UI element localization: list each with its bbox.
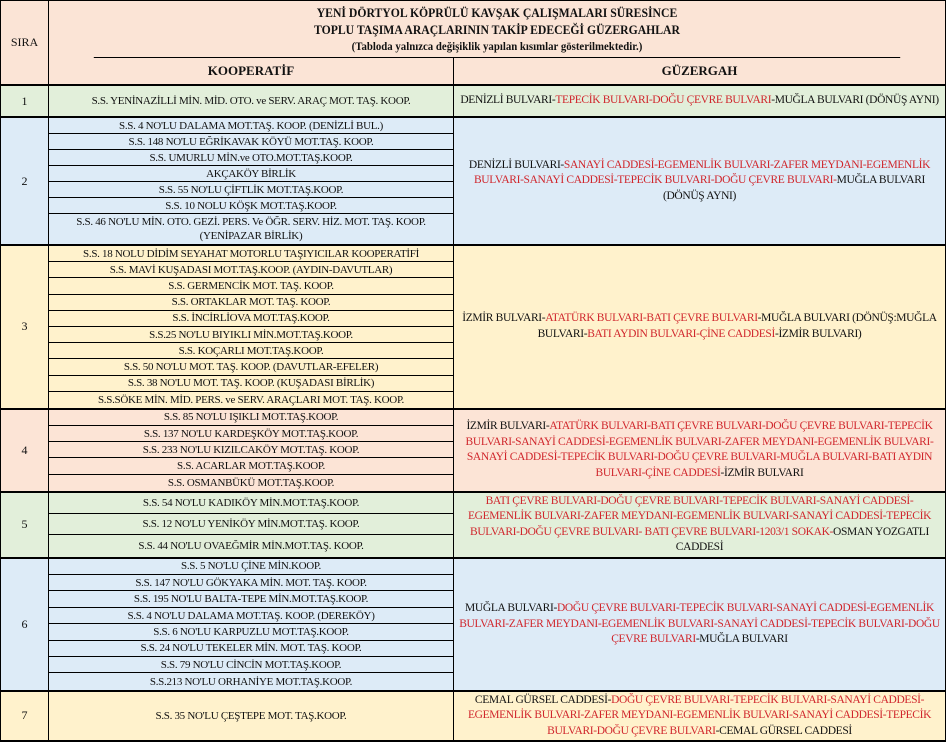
changed-route-segment: ATATÜRK BULVARI-BATI ÇEVRE BULVARI — [545, 312, 758, 325]
kooperatif-cell: S.S. YENİNAZİLLİ MİN. MİD. OTO. ve SERV. ARAÇ MOT. TAŞ. KOOP. — [91, 95, 411, 107]
guzergah-cell — [454, 493, 945, 557]
changed-route-segment: DOĞU ÇEVRE BULVARI-TEPECİK BULVARI-SANAYİ CADDESİ-EGEMENLİK BULVARI-ZAFER MEYDANI-EGEMENLİK BULVARI-SANAYİ CADDESİ-TEPECİK BULVARI-DOĞU ÇEVRE BULVARI — [467, 693, 932, 737]
kooperatif-list — [49, 559, 454, 690]
kooperatif-cell: S.S. 195 NO'LU BALTA-TEPE MİN.MOT.TAŞ.KOOP. — [49, 591, 453, 607]
guzergah-header: GÜZERGAH — [454, 58, 945, 86]
kooperatif-cell: S.S. ACARLAR MOT.TAŞ.KOOP. — [49, 458, 453, 474]
table-row — [1, 410, 945, 493]
route-segment: -MUĞLA BULVARI — [695, 633, 788, 646]
table-row — [1, 118, 945, 246]
kooperatif-cell: S.S. 79 NO'LU CİNCİN MOT.TAŞ.KOOP. — [49, 657, 453, 673]
kooperatif-cell: S.S. 54 NO'LU KADIKÖY MİN.MOT.TAŞ.KOOP. — [49, 493, 453, 514]
kooperatif-cell: S.S. 5 NO'LU ÇİNE MİN.KOOP. — [49, 559, 453, 575]
table-row — [1, 692, 945, 742]
guzergah-cell — [454, 692, 945, 740]
kooperatif-cell: S.S. 55 NO'LU ÇİFTLİK MOT.TAŞ.KOOP. — [49, 182, 453, 198]
kooperatif-cell: S.S. 6 NO'LU KARPUZLU MOT.TAŞ.KOOP. — [49, 624, 453, 640]
sira-cell: 2 — [1, 118, 49, 244]
kooperatif-cell: AKÇAKÖY BİRLİK — [49, 166, 453, 182]
kooperatif-cell: S.S. MAVİ KUŞADASI MOT.TAŞ.KOOP. (AYDIN-DAVUTLAR) — [49, 262, 453, 278]
sira-cell: 5 — [1, 493, 49, 557]
kooperatif-cell: S.S. 12 NO'LU YENİKÖY MİN.MOT.TAŞ. KOOP. — [49, 514, 453, 535]
route-segment: İZMİR BULVARI- — [462, 312, 546, 325]
changed-route-segment: BATI ÇEVRE BULVARI-DOĞU ÇEVRE BULVARI-TEPECİK BULVARI-SANAYİ CADDESİ-EGEMENLİK BULVARI-ZAFER MEYDANI-EGEMENLİK BULVARI-SANAYİ CADDESİ-TEPECİK BULVARI-DOĞU ÇEVRE BULVARI- BATI ÇEVRE BULVARI-1203/1 SOKAK- — [467, 494, 932, 538]
guzergah-cell — [454, 559, 945, 690]
kooperatif-list — [49, 410, 454, 491]
route-segment: CEMAL GÜRSEL CADDESİ- — [474, 693, 612, 706]
route-segment: -MUĞLA BULVARI (DÖNÜŞ AYNI) — [771, 94, 939, 107]
kooperatif-list — [49, 493, 454, 557]
changed-route-segment: BATI AYDIN BULVARI-ÇİNE CADDESİ — [587, 327, 775, 340]
guzergah-cell — [454, 118, 945, 244]
kooperatif-cell: S.S. 24 NO'LU TEKELER MİN. MOT. TAŞ. KOOP. — [49, 641, 453, 657]
guzergah-cell — [454, 246, 945, 408]
route-segment: MUĞLA BULVARI- — [465, 602, 557, 615]
kooperatif-header: KOOPERATİF — [49, 58, 454, 86]
kooperatif-cell: S.S. 85 NO'LU IŞIKLI MOT.TAŞ.KOOP. — [49, 410, 453, 426]
kooperatif-list — [49, 246, 454, 408]
kooperatif-cell: S.S. GERMENCİK MOT. TAŞ. KOOP. — [49, 278, 453, 294]
kooperatif-cell: S.S. 148 NO'LU EĞRİKAVAK KÖYÜ MOT.TAŞ. KOOP. — [49, 134, 453, 150]
route-segment: DENİZLİ BULVARI- — [460, 94, 556, 107]
table-row — [1, 493, 945, 559]
guzergah-cell — [454, 410, 945, 491]
kooperatif-cell: S.S. OSMANBÜKÜ MOT.TAŞ.KOOP. — [167, 476, 335, 489]
sira-cell: 6 — [1, 559, 49, 690]
sira-cell: 1 — [1, 86, 49, 116]
sira-cell: 7 — [1, 692, 49, 740]
kooperatif-cell: S.S. 137 NO'LU KARDEŞKÖY MOT.TAŞ.KOOP. — [49, 426, 453, 442]
route-segment: -CEMAL GÜRSEL CADDESİ — [715, 724, 852, 737]
kooperatif-cell: S.S. 147 NO'LU GÖKYAKA MİN. MOT. TAŞ. KOOP. — [49, 575, 453, 591]
title-line-1: YENİ DÖRTYOL KÖPRÜLÜ KAVŞAK ÇALIŞMALARI SÜRESİNCE — [316, 4, 678, 20]
kooperatif-cell: S.S. 18 NOLU DİDİM SEYAHAT MOTORLU TAŞIYICILAR KOOPERATİFİ — [49, 246, 453, 262]
kooperatif-cell: S.S. 4 NO'LU DALAMA MOT.TAŞ. KOOP. (DEREKÖY) — [49, 608, 453, 624]
kooperatif-cell: S.S. KOÇARLI MOT.TAŞ.KOOP. — [49, 343, 453, 359]
kooperatif-cell: S.S.SÖKE MİN. MİD. PERS. ve SERV. ARAÇLARI MOT. TAŞ. KOOP. — [97, 393, 404, 406]
kooperatif-cell: S.S. 50 NO'LU MOT. TAŞ. KOOP. (DAVUTLAR-EFELER) — [49, 359, 453, 375]
kooperatif-cell: S.S. İNCİRLİOVA MOT.TAŞ.KOOP. — [49, 311, 453, 327]
kooperatif-list — [49, 86, 454, 116]
kooperatif-list — [49, 118, 454, 244]
changed-route-segment: TEPECİK BULVARI-DOĞU ÇEVRE BULVARI — [555, 94, 772, 107]
route-segment: DENİZLİ BULVARI- — [468, 158, 564, 171]
changed-route-segment: ATATÜRK BULVARI-BATI ÇEVRE BULVARI-DOĞU ÇEVRE BULVARI-TEPECİK BULVARI-SANAYİ CADDESİ-EGEMENLİK BULVARI-ZAFER MEYDANI-EGEMENLİK BULVARI-SANAYİ CADDESİ-TEPECİK BULVARI-DOĞU ÇEVRE BULVARI-MUĞLA BULVARI-BATI AYDIN BULVARI-ÇİNE CADDESİ — [465, 420, 934, 479]
route-segment: -İZMİR BULVARI — [720, 466, 804, 479]
kooperatif-cell: S.S.25 NO'LU BIYIKLI MİN.MOT.TAŞ.KOOP. — [49, 327, 453, 343]
kooperatif-cell: S.S. 44 NO'LU OVAEĞMİR MİN.MOT.TAŞ. KOOP. — [138, 540, 364, 553]
kooperatif-cell: S.S. 38 NO'LU MOT. TAŞ. KOOP. (KUŞADASI BİRLİK) — [49, 376, 453, 392]
kooperatif-cell: S.S. 10 NOLU KÖŞK MOT.TAŞ.KOOP. — [49, 198, 453, 214]
kooperatif-cell: S.S. 233 NO'LU KIZILCAKÖY MOT.TAŞ. KOOP. — [49, 442, 453, 458]
table-row — [1, 86, 945, 118]
route-segment: MUĞLA BULVARI (DÖNÜŞ AYNI) — [662, 174, 926, 202]
table-row — [1, 559, 945, 692]
route-segment: -MUĞLA BULVARI (DÖNÜŞ:MUĞLA BULVARI- — [537, 312, 937, 340]
sira-cell: 3 — [1, 246, 49, 408]
table-header — [1, 1, 945, 86]
guzergah-cell — [454, 86, 945, 116]
title-note: (Tabloda yalnızca değişiklik yapılan kısımlar gösterilmektedir.) — [351, 38, 643, 53]
kooperatif-cell: S.S. 4 NO'LU DALAMA MOT.TAŞ. KOOP. (DENİZLİ BUL.) — [49, 118, 453, 134]
kooperatif-cell: S.S. 35 NO'LU ÇEŞTEPE MOT. TAŞ.KOOP. — [155, 709, 347, 722]
changed-route-segment: DOĞU ÇEVRE BULVARI-TEPECİK BULVARI-SANAYİ CADDESİ-EGEMENLİK BULVARI-ZAFER MEYDANI-EGEMENLİK BULVARI-SANAYİ CADDESİ-TEPECİK BULVARI-DOĞU ÇEVRE BULVARI — [459, 602, 940, 646]
table-row — [1, 246, 945, 410]
title-line-2: TOPLU TAŞIMA ARAÇLARININ TAKİP EDECEĞİ GÜZERGAHLAR — [314, 21, 680, 37]
kooperatif-cell: S.S. 46 NO'LU MİN. OTO. GEZİ. PERS. Ve ÖĞR. SERV. HİZ. MOT. TAŞ. KOOP. (YENİPAZAR BİRLİK) — [76, 216, 426, 242]
sira-header: SIRA — [1, 1, 49, 86]
page-title — [94, 1, 900, 58]
route-segment: OSMAN YOZGATLI CADDESİ — [675, 525, 929, 554]
route-segment: -İZMİR BULVARI) — [774, 327, 862, 340]
kooperatif-cell: S.S. UMURLU MİN.ve OTO.MOT.TAŞ.KOOP. — [49, 150, 453, 166]
kooperatif-cell: S.S.213 NO'LU ORHANİYE MOT.TAŞ.KOOP. — [149, 675, 353, 688]
kooperatif-list — [49, 692, 454, 740]
table-body — [1, 86, 945, 742]
kooperatif-cell: S.S. ORTAKLAR MOT. TAŞ. KOOP. — [49, 295, 453, 311]
sira-cell: 4 — [1, 410, 49, 491]
route-segment: İZMİR BULVARI- — [466, 420, 550, 433]
changed-route-segment: SANAYİ CADDESİ-EGEMENLİK BULVARI-ZAFER MEYDANI-EGEMENLİK BULVARI-SANAYİ CADDESİ-TEPECİK BULVARI-DOĞU ÇEVRE BULVARI- — [473, 158, 931, 187]
